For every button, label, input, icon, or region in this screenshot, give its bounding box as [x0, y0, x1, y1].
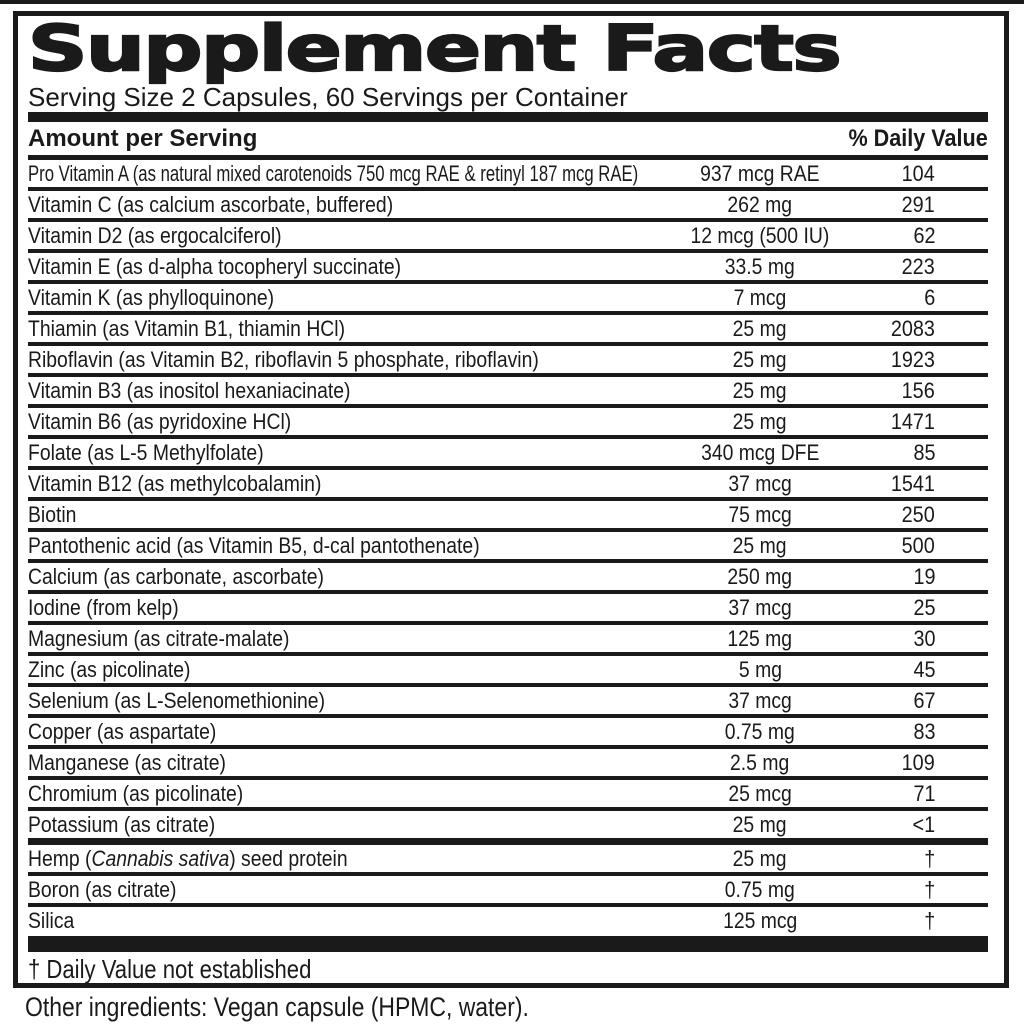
- ingredient-daily-value: 71: [912, 781, 935, 806]
- ingredient-amount: 250 mg: [727, 564, 793, 589]
- table-header-row: [28, 122, 988, 155]
- ingredient-daily-value: 104: [901, 161, 935, 186]
- ingredient-amount: 262 mg: [727, 192, 793, 217]
- table-row: [28, 253, 988, 284]
- supplement-rows: [28, 160, 988, 934]
- ingredient-amount: 125 mg: [727, 626, 793, 651]
- ingredient-name: Magnesium (as citrate-malate): [28, 626, 290, 651]
- ingredient-amount: 25 mg: [733, 533, 787, 558]
- ingredient-amount: 7 mcg: [733, 285, 787, 310]
- ingredient-name: Vitamin B3 (as inositol hexaniacinate): [28, 378, 351, 403]
- ingredient-daily-value: 83: [912, 719, 935, 744]
- table-row: [28, 439, 988, 470]
- table-row: [28, 222, 988, 253]
- ingredient-name: Vitamin K (as phylloquinone): [28, 285, 275, 310]
- ingredient-amount: 75 mcg: [728, 502, 792, 527]
- other-ingredients-line: Other ingredients: Vegan capsule (HPMC, water).: [25, 992, 529, 1022]
- table-row: [28, 346, 988, 377]
- ingredient-daily-value: 2083: [890, 316, 935, 341]
- table-row: [28, 876, 988, 907]
- ingredient-name: Manganese (as citrate): [28, 750, 226, 775]
- ingredient-daily-value: 85: [912, 440, 935, 465]
- ingredient-name: Pantothenic acid (as Vitamin B5, d-cal pantothenate): [28, 533, 480, 558]
- ingredient-name: Vitamin D2 (as ergocalciferol): [28, 223, 282, 248]
- ingredient-daily-value: 1471: [890, 409, 935, 434]
- ingredient-amount: 33.5 mg: [725, 254, 795, 279]
- table-row: [28, 377, 988, 408]
- ingredient-name: Copper (as aspartate): [28, 719, 217, 744]
- ingredient-daily-value: †: [923, 877, 935, 902]
- ingredient-name: Vitamin E (as d-alpha tocopheryl succinate): [28, 254, 402, 279]
- ingredient-name: Iodine (from kelp): [28, 595, 179, 620]
- ingredient-daily-value: 156: [901, 378, 935, 403]
- header-top-bar: [28, 112, 988, 122]
- ingredient-daily-value: 291: [901, 192, 935, 217]
- ingredient-name: Biotin: [28, 502, 77, 527]
- ingredient-daily-value: 19: [912, 564, 935, 589]
- ingredient-amount: 37 mcg: [728, 688, 792, 713]
- ingredient-amount: 25 mcg: [728, 781, 792, 806]
- table-row: [28, 687, 988, 718]
- ingredient-amount: 125 mcg: [722, 908, 798, 933]
- ingredient-name: Riboflavin (as Vitamin B2, riboflavin 5 phosphate, riboflavin): [28, 347, 539, 372]
- ingredient-amount: 25 mg: [733, 812, 787, 837]
- table-row: [28, 811, 988, 845]
- ingredient-amount: 937 mcg RAE: [700, 161, 820, 186]
- ingredient-name: Potassium (as citrate): [28, 812, 216, 837]
- ingredient-daily-value: 109: [901, 750, 935, 775]
- table-row: [28, 408, 988, 439]
- ingredient-daily-value: <1: [912, 812, 935, 837]
- ingredient-daily-value: 500: [901, 533, 935, 558]
- ingredient-amount: 0.75 mg: [725, 719, 795, 744]
- table-row: [28, 191, 988, 222]
- ingredient-daily-value: 1541: [890, 471, 935, 496]
- table-row: [28, 907, 988, 934]
- ingredient-amount: 0.75 mg: [725, 877, 795, 902]
- ingredient-amount: 25 mg: [733, 846, 787, 871]
- table-row: [28, 315, 988, 346]
- ingredient-daily-value: 1923: [890, 347, 935, 372]
- ingredient-name: Thiamin (as Vitamin B1, thiamin HCl): [28, 316, 346, 341]
- ingredient-amount: 25 mg: [733, 316, 787, 341]
- table-row: [28, 594, 988, 625]
- daily-value-footnote: † Daily Value not established: [28, 954, 312, 984]
- ingredient-name: Chromium (as picolinate): [28, 781, 244, 806]
- amount-per-serving-header: Amount per Serving: [28, 124, 258, 152]
- supplement-facts-panel: [13, 11, 1009, 988]
- ingredient-amount: 340 mcg DFE: [700, 440, 820, 465]
- panel-title: Supplement Facts: [28, 12, 841, 85]
- ingredient-daily-value: 45: [912, 657, 935, 682]
- ingredient-name: Vitamin B6 (as pyridoxine HCl): [28, 409, 292, 434]
- table-row: [28, 749, 988, 780]
- daily-value-header: % Daily Value: [848, 124, 988, 152]
- ingredient-name: Boron (as citrate): [28, 877, 177, 902]
- ingredient-name: Silica: [28, 908, 75, 933]
- ingredient-daily-value: 250: [901, 502, 935, 527]
- ingredient-name: Selenium (as L-Selenomethionine): [28, 688, 326, 713]
- ingredient-amount: 25 mg: [733, 409, 787, 434]
- ingredient-daily-value: †: [923, 908, 935, 933]
- ingredient-name: Hemp (Cannabis sativa) seed protein: [28, 846, 348, 871]
- ingredient-daily-value: 67: [912, 688, 935, 713]
- ingredient-daily-value: 62: [912, 223, 935, 248]
- ingredient-daily-value: 25: [912, 595, 935, 620]
- table-row: [28, 284, 988, 315]
- ingredient-name: Vitamin B12 (as methylcobalamin): [28, 471, 322, 496]
- table-row: [28, 656, 988, 687]
- ingredient-daily-value: †: [923, 846, 935, 871]
- table-row: [28, 718, 988, 749]
- ingredient-name-latin: Cannabis sativa: [91, 846, 230, 871]
- top-edge-strip: [0, 0, 1024, 4]
- table-row: [28, 845, 988, 876]
- ingredient-name: Folate (as L-5 Methylfolate): [28, 440, 264, 465]
- table-row: [28, 160, 988, 191]
- ingredient-daily-value: 30: [912, 626, 935, 651]
- ingredient-name: Calcium (as carbonate, ascorbate): [28, 564, 324, 589]
- table-row: [28, 470, 988, 501]
- ingredient-amount: 2.5 mg: [730, 750, 790, 775]
- ingredient-amount: 37 mcg: [728, 471, 792, 496]
- serving-size-line: Serving Size 2 Capsules, 60 Servings per Container: [28, 82, 628, 112]
- ingredient-amount: 5 mg: [738, 657, 782, 682]
- ingredient-amount: 37 mcg: [728, 595, 792, 620]
- footer-bar: [28, 936, 988, 952]
- panel-content: [28, 12, 988, 984]
- table-row: [28, 501, 988, 532]
- ingredient-amount: 25 mg: [733, 378, 787, 403]
- ingredient-daily-value: 223: [901, 254, 935, 279]
- ingredient-name: Zinc (as picolinate): [28, 657, 191, 682]
- ingredient-amount: 25 mg: [733, 347, 787, 372]
- ingredient-amount: 12 mcg (500 IU): [690, 223, 830, 248]
- table-row: [28, 625, 988, 656]
- ingredient-daily-value: 6: [923, 285, 935, 310]
- table-row: [28, 780, 988, 811]
- ingredient-name: Pro Vitamin A (as natural mixed carotenoids 750 mcg RAE & retinyl 187 mcg RAE): [28, 161, 639, 186]
- table-row: [28, 563, 988, 594]
- ingredient-name: Vitamin C (as calcium ascorbate, buffered): [28, 192, 394, 217]
- table-row: [28, 532, 988, 563]
